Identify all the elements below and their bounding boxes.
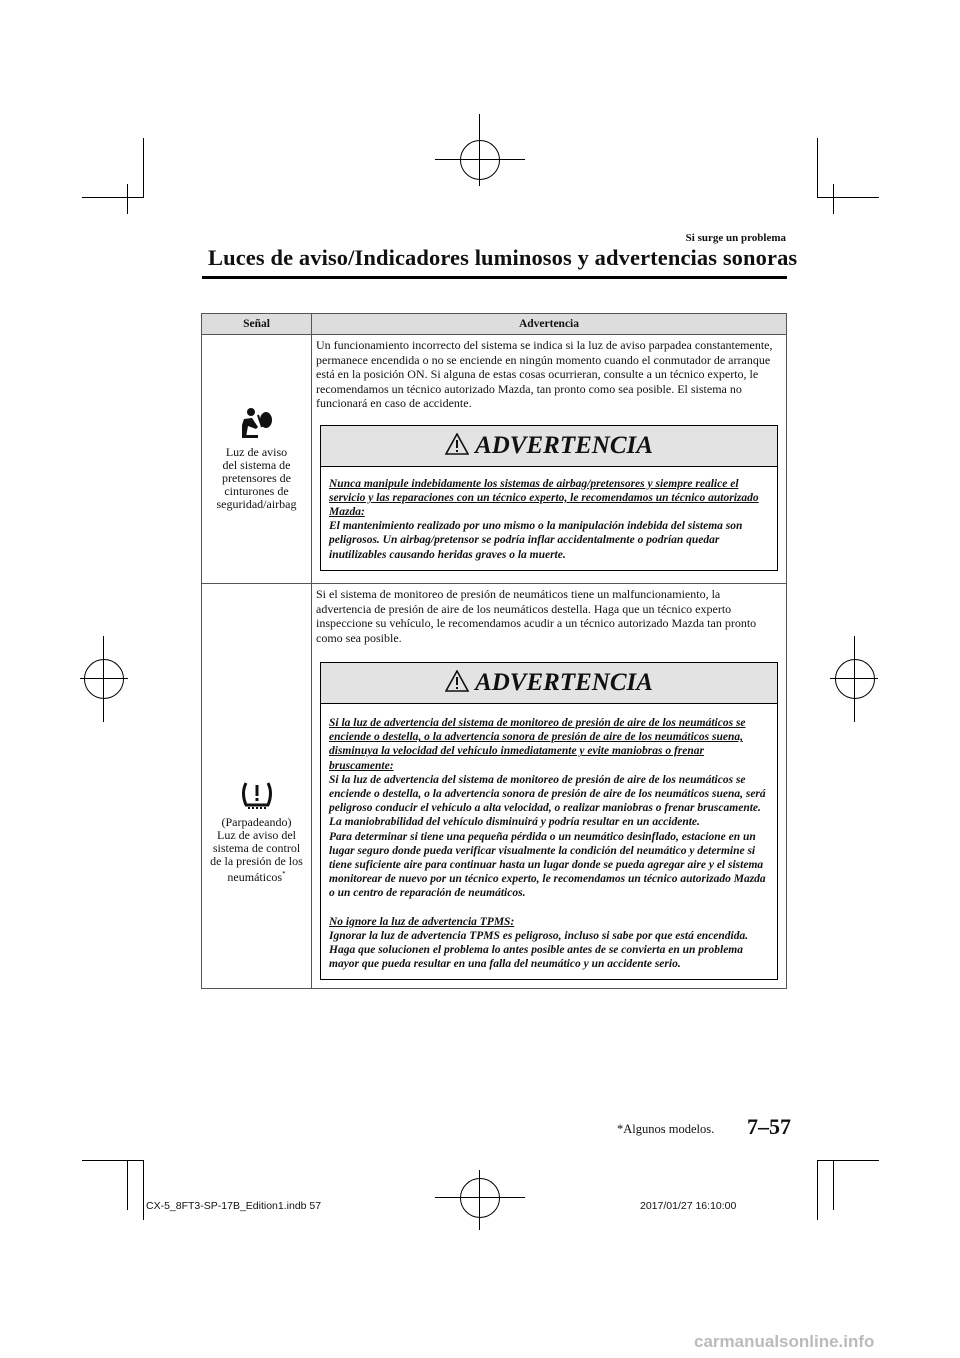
- section-label: Si surge un problema: [685, 232, 786, 244]
- warning-heading: ADVERTENCIA: [321, 426, 777, 467]
- page-number: 7–57: [747, 1114, 791, 1139]
- signal-label-line: Luz de aviso del: [217, 827, 296, 842]
- description-text: Un funcionamiento incorrecto del sistema se indica si la luz de aviso parpadea constantemente, permanece encendida o no se enciende en ningún momento cuando el conmutador de arranque está en la posición ON. Si alguna de estas cosas ocurrieran, consulte a un técnico experto, le recomendamos un técnico autorizado Mazda, tan pronto como sea posible. El sistema no funcionará en caso de accidente.: [316, 338, 773, 410]
- header-warning: Advertencia: [312, 314, 787, 335]
- table-header-row: [202, 314, 787, 335]
- warning-heading: ADVERTENCIA: [321, 663, 777, 704]
- print-timestamp: 2017/01/27 16:10:00: [640, 1200, 737, 1212]
- title-rule: [202, 276, 787, 279]
- signal-label-line: neumáticos*: [227, 869, 286, 884]
- table-row: [202, 584, 787, 989]
- footnote: *Algunos modelos.: [617, 1122, 715, 1136]
- warning-underlined: No ignore la luz de advertencia TPMS:: [329, 915, 515, 928]
- table-row: [202, 335, 787, 584]
- warning-box: [320, 425, 778, 571]
- signal-label-line: sistema de control: [212, 840, 301, 855]
- description-cell: [312, 584, 787, 989]
- header-signal: Señal: [202, 314, 312, 335]
- warning-box: [320, 662, 778, 980]
- file-name: CX-5_8FT3-SP-17B_Edition1.indb 57: [146, 1200, 322, 1212]
- signal-cell: [202, 335, 312, 584]
- airbag-warning-icon: [202, 407, 311, 442]
- warning-body: [321, 704, 777, 979]
- signal-label-line: (Parpadeando): [221, 814, 292, 829]
- signal-label-line: del sistema de: [222, 458, 291, 472]
- signal-label-line: de la presión de los: [210, 853, 303, 868]
- warning-table: [201, 313, 787, 989]
- description-cell: [312, 335, 787, 584]
- footnote-marker: *: [282, 869, 286, 878]
- signal-cell: [202, 584, 312, 989]
- signal-label-line: seguridad/airbag: [216, 497, 297, 511]
- warning-text: El mantenimiento realizado por uno mismo o la manipulación indebida del sistema son peligrosos. Un airbag/pretensor se podría inflar accidentalmente o podrían quedar inutilizables causando heridas graves o la muerte.: [329, 520, 743, 561]
- warning-body: [321, 467, 777, 570]
- signal-label-line: cinturones de: [224, 484, 289, 498]
- description-text: Si el sistema de monitoreo de presión de neumáticos tiene un malfuncionamiento, la advertencia de presión de aire de los neumáticos destella. Haga que un técnico experto inspeccione su vehículo, le recomendamos acudir a un técnico autorizado Mazda tan pronto como sea posible.: [316, 587, 757, 645]
- caution-triangle-icon: [445, 670, 469, 692]
- caution-triangle-icon: [445, 433, 469, 455]
- warning-underlined: Nunca manipule indebidamente los sistemas de airbag/pretensores y siempre realice el servicio y las reparaciones con un técnico experto, le recomendamos un técnico autorizado Mazda:: [329, 477, 759, 518]
- signal-label-line: Luz de aviso: [225, 445, 288, 459]
- warning-text: Para determinar si tiene una pequeña pérdida o un neumático desinflado, estacione en un lugar seguro donde pueda verificar visualmente la condición del neumático y determine si tiene suficiente aire para continuar hasta un lugar donde se pueda agregar aire y el sistema monitorear de nuevo por un técnico experto, le recomendamos un técnico autorizado Mazda o un centro de reparación de neumáticos.: [329, 830, 766, 900]
- signal-label-line: pretensores de: [222, 471, 291, 485]
- warning-text: Ignorar la luz de advertencia TPMS es peligroso, incluso si sabe por que está encendida. Haga que solucionen el problema lo antes posible antes de se convierta en un problema mayor que pueda resultar en una falla del neumático y un accidente serio.: [329, 929, 749, 971]
- watermark: carmanualsonline.info: [694, 1332, 875, 1351]
- warning-underlined: Si la luz de advertencia del sistema de monitoreo de presión de aire de los neumáticos se enciende o destella, o la advertencia sonora de presión de aire de los neumáticos suena, disminuya la velocidad del vehículo inmediatamente y evite maniobras o frenar bruscamente:: [329, 717, 746, 772]
- page-title: Luces de aviso/Indicadores luminosos y advertencias sonoras: [208, 245, 798, 270]
- tire-pressure-warning-icon: [202, 779, 311, 812]
- warning-text: Si la luz de advertencia del sistema de monitoreo de presión de aire de los neumáticos se enciende o destella, o la advertencia sonora de presión de aire de los neumáticos suena, será peligroso conducir el vehículo a alta velocidad, o realizar maniobras o frenar bruscamente. La maniobrabilidad del vehículo disminuirá y podría resultar en un accidente.: [329, 773, 766, 829]
